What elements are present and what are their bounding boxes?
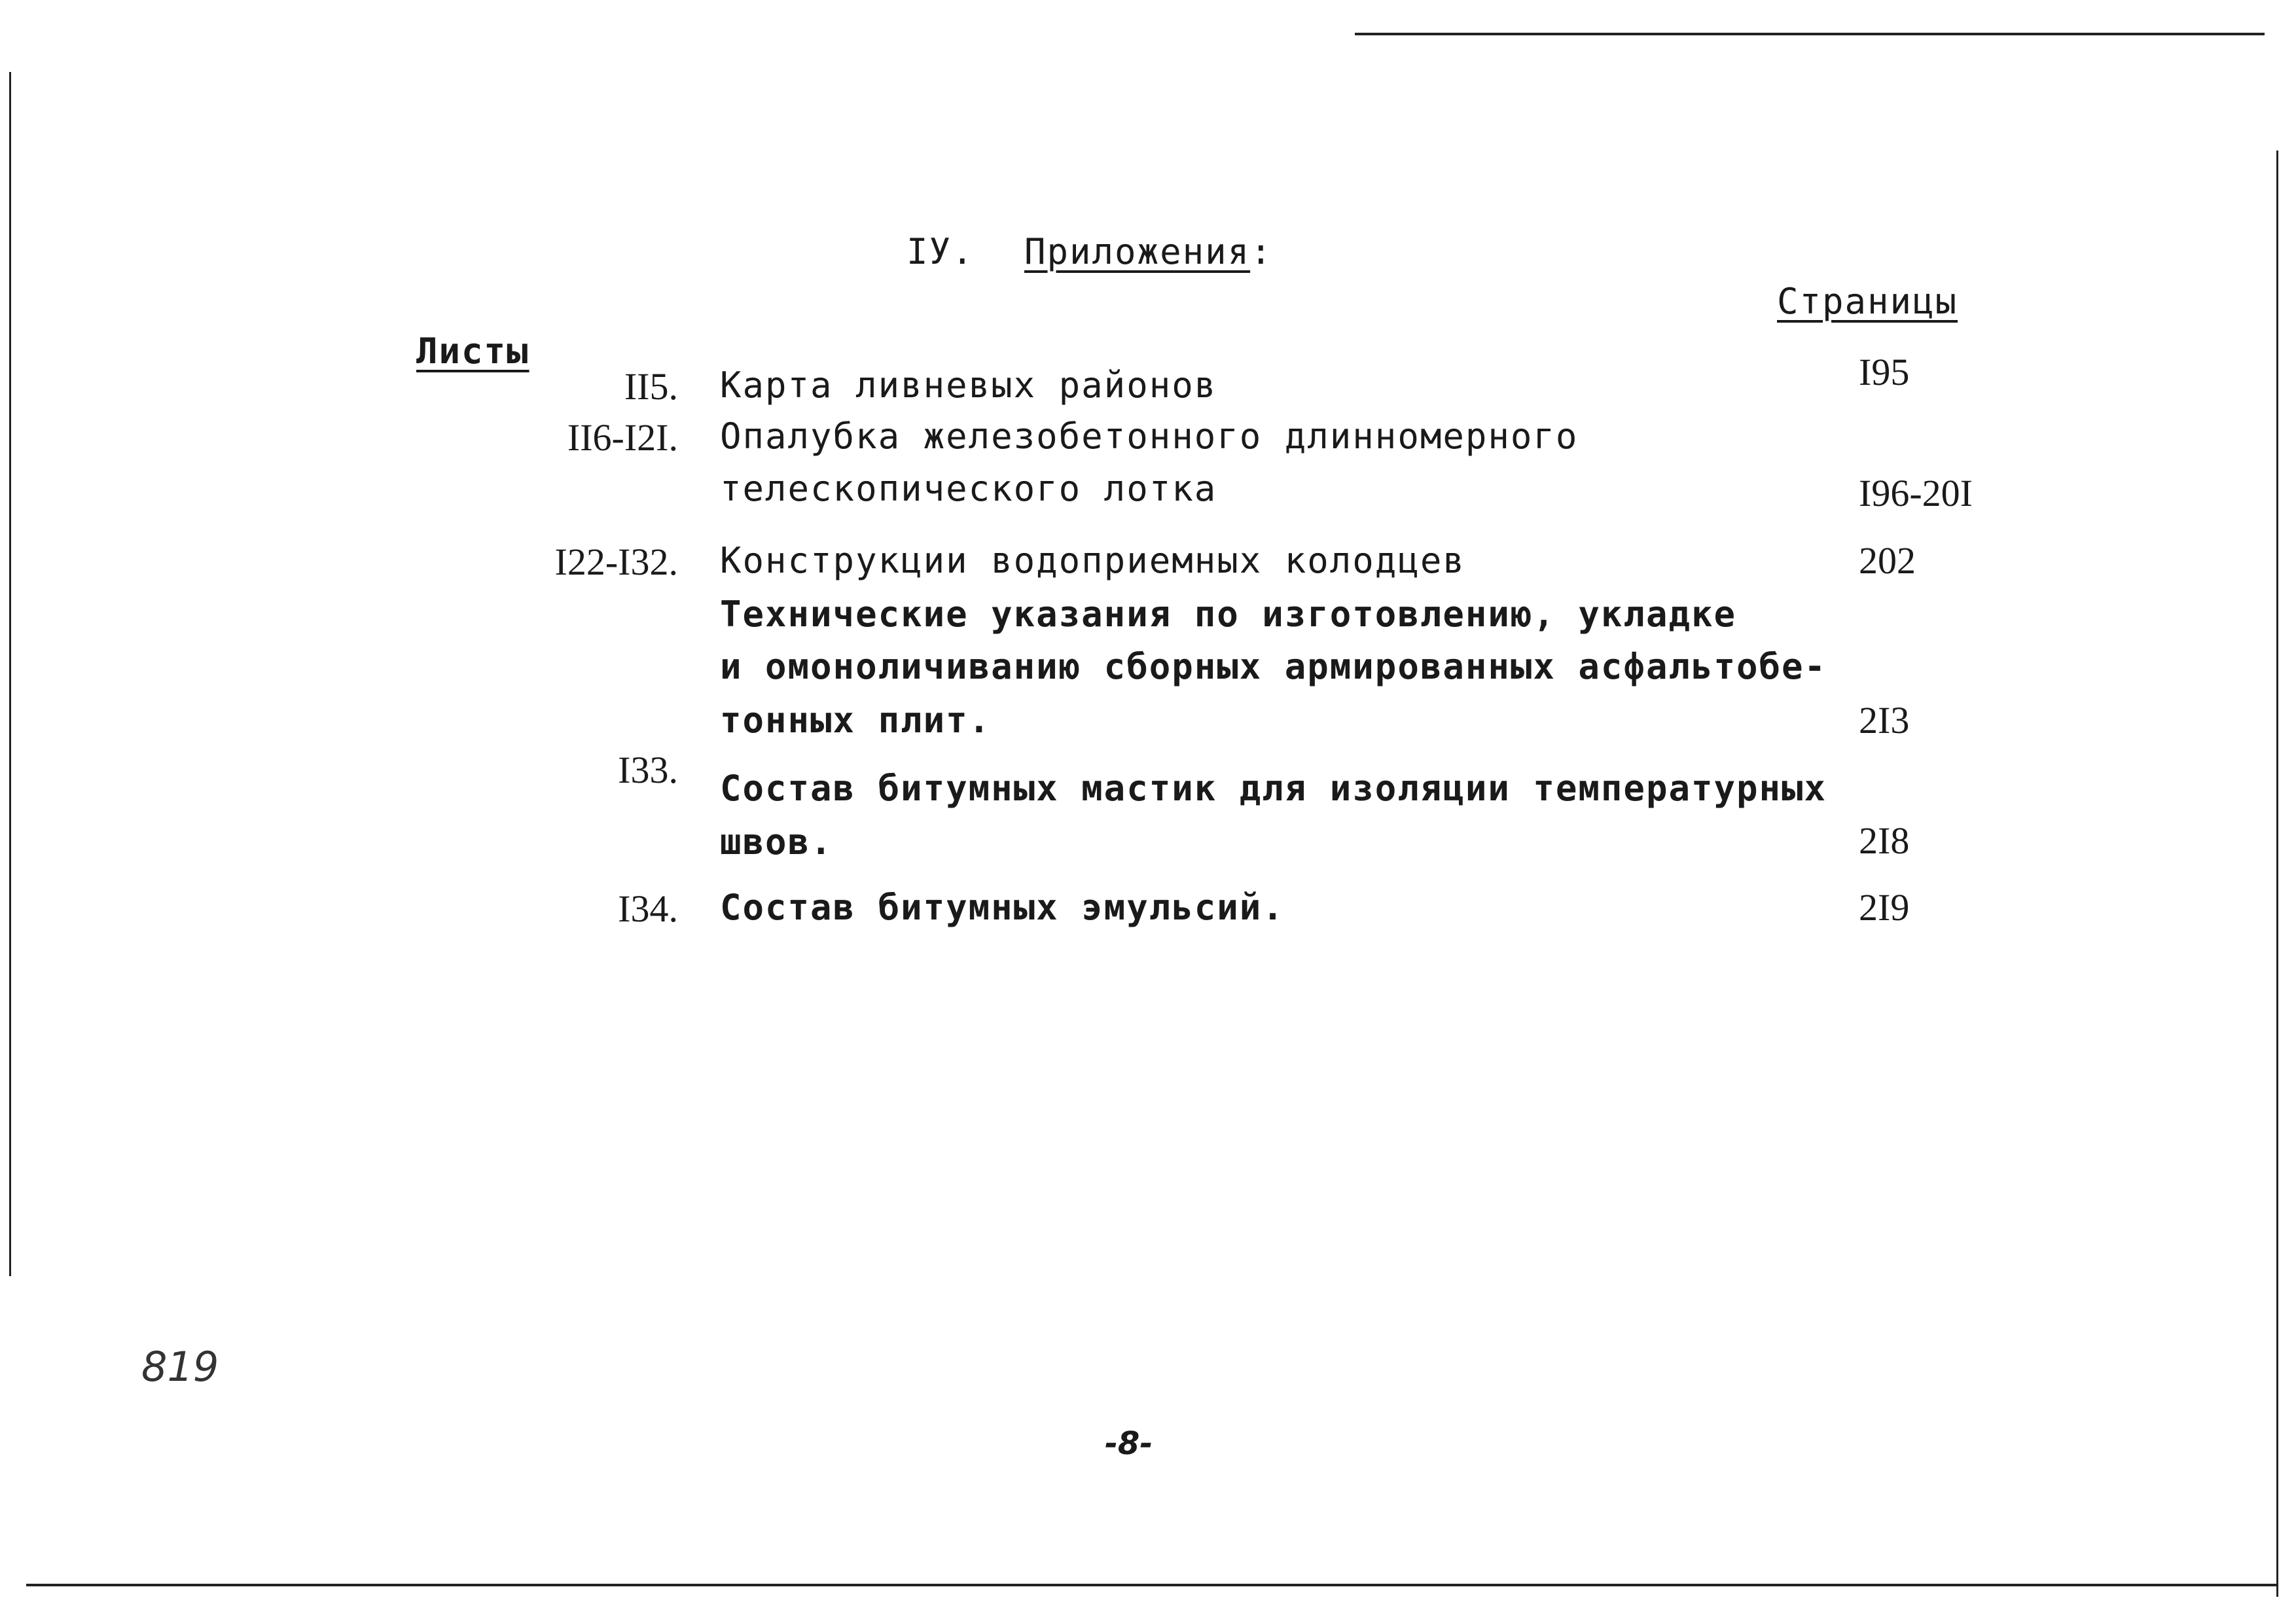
entry-page: I95 (1859, 351, 1910, 393)
top-right-rule (1355, 33, 2265, 35)
entry-text: тонных плит. (720, 700, 992, 741)
entry-text: Карта ливневых районов (720, 365, 1217, 406)
entry-text: Состав битумных эмульсий. (720, 887, 1285, 928)
entry-text: Технические указания по изготовлению, укладке (720, 594, 1736, 635)
entry-page: I96-20I (1859, 472, 1973, 514)
entry-sheet: II6-I2I. (567, 416, 678, 459)
entry-page: 202 (1859, 539, 1916, 582)
entry-text: швов. (720, 821, 833, 863)
entry-sheet: I22-I32. (554, 541, 678, 583)
handwritten-note: 819 (141, 1343, 219, 1391)
bottom-rule (26, 1584, 2278, 1586)
entry-text: телескопического лотка (720, 468, 1217, 509)
entry-text: и омоноличиванию сборных армированных асфальтобе- (720, 646, 1827, 687)
pages-column-header: Страницы (1777, 281, 1958, 322)
entry-sheet: I34. (618, 887, 678, 930)
sheets-column-header: Листы (416, 330, 529, 372)
entry-page: 2I8 (1859, 819, 1910, 862)
entry-page: 2I3 (1859, 699, 1910, 741)
section-title (1024, 231, 1273, 272)
entry-text: Состав битумных мастик для изоляции температурных (720, 768, 1827, 809)
entry-sheet: I33. (618, 749, 678, 791)
entry-page: 2I9 (1859, 886, 1910, 929)
entry-text: Опалубка железобетонного длинномерного (720, 416, 1579, 457)
page-number: -8- (1105, 1425, 1153, 1462)
section-title-colon: : (1250, 231, 1273, 272)
section-title-text: Приложения (1024, 231, 1251, 272)
entry-sheet: II5. (624, 365, 678, 408)
left-border (9, 72, 11, 1276)
right-border (2276, 151, 2278, 1597)
section-number: IУ. (906, 231, 975, 272)
entry-text: Конструкции водоприемных колодцев (720, 540, 1465, 581)
